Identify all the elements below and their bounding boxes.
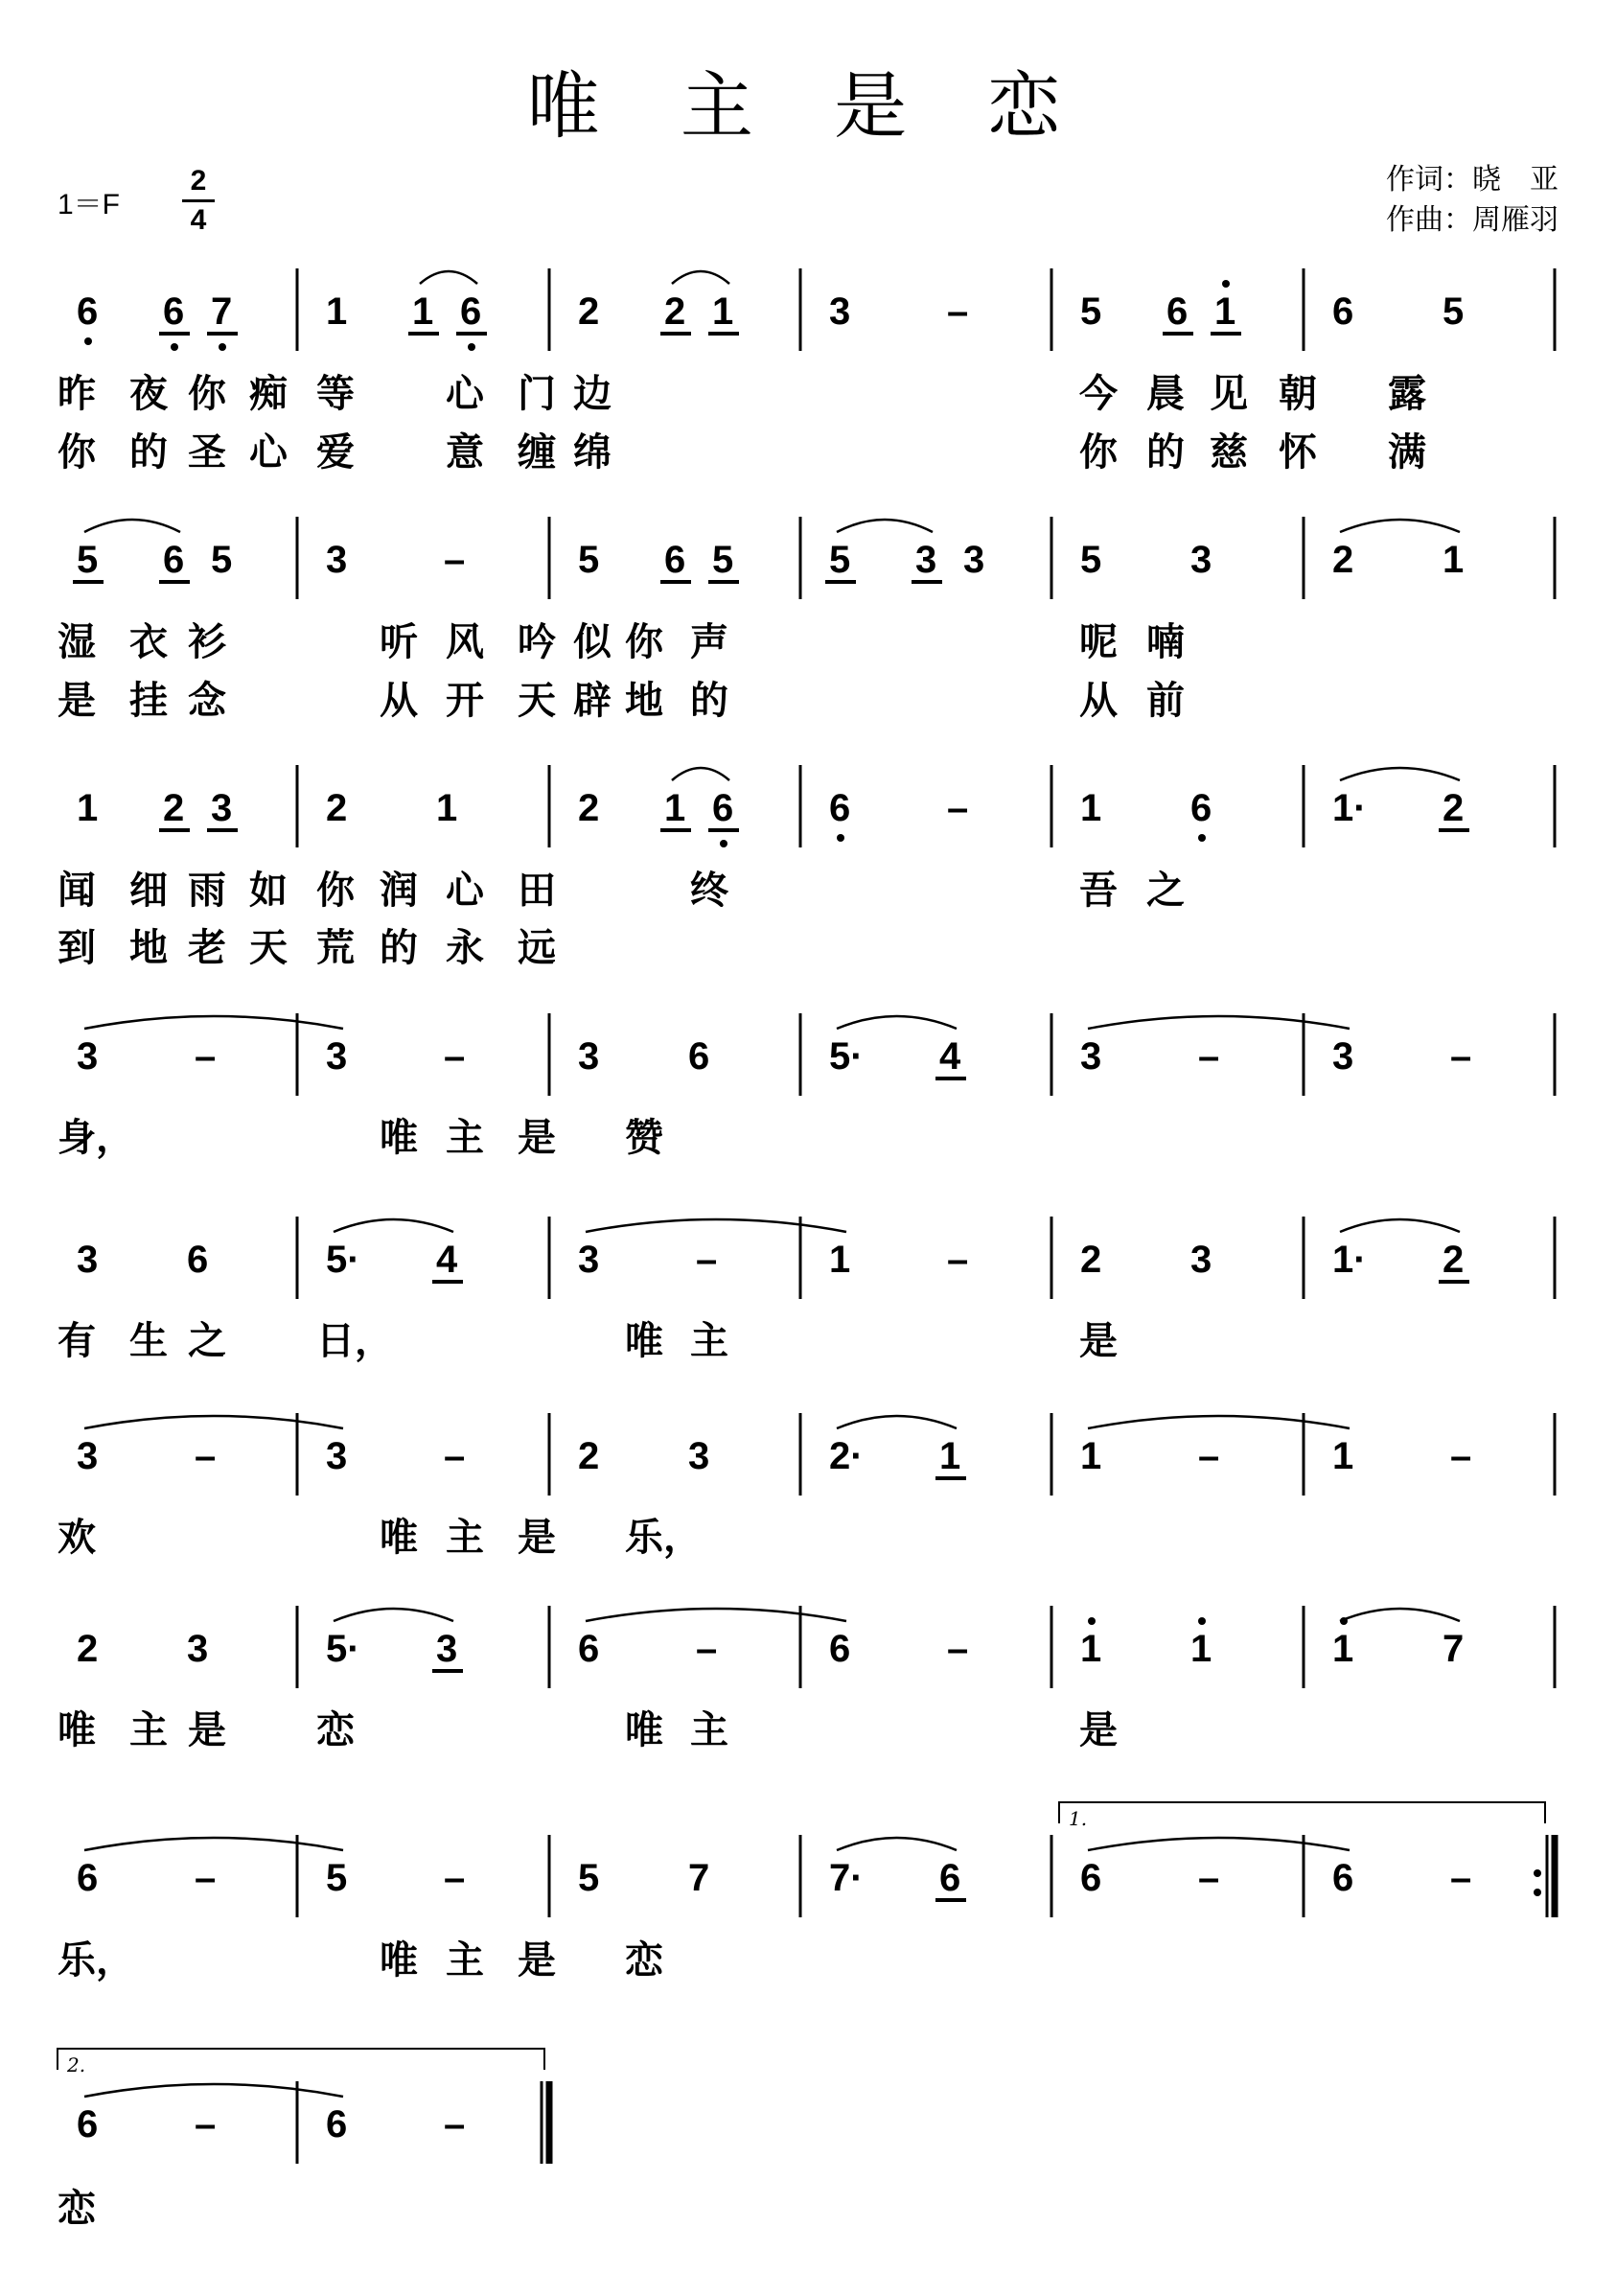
note: 6 bbox=[1332, 1857, 1354, 1899]
note: 2 bbox=[664, 290, 686, 333]
lyric-char: 今 bbox=[1079, 371, 1118, 416]
low-octave-dot bbox=[84, 337, 92, 345]
lyric-char: 满 bbox=[1388, 429, 1426, 475]
lyric-char: 爱 bbox=[316, 429, 355, 475]
lyric-char: 衣 bbox=[129, 619, 168, 664]
lyric-char: 地 bbox=[625, 678, 663, 723]
lyric-char: 等 bbox=[316, 371, 355, 416]
note: 6 bbox=[163, 539, 185, 581]
note: 6 bbox=[1190, 787, 1212, 829]
note: 3 bbox=[326, 1435, 348, 1477]
note: 5 bbox=[712, 539, 734, 581]
note: 1 bbox=[1080, 1435, 1102, 1477]
lyric-char: 痴 bbox=[249, 371, 288, 416]
lyric-char: 恋 bbox=[316, 1707, 355, 1752]
lyric-char: 是 bbox=[188, 1707, 226, 1752]
note: 6 bbox=[326, 2103, 348, 2145]
lyric-char: 润 bbox=[380, 868, 418, 913]
lyric-char: 乐， bbox=[58, 1937, 134, 1983]
note: 2 bbox=[77, 1628, 99, 1670]
lyric-char: 前 bbox=[1146, 678, 1185, 723]
note: 1 bbox=[712, 290, 734, 333]
lyric-char: 恋 bbox=[58, 2186, 96, 2231]
low-octave-dot bbox=[219, 343, 226, 351]
low-octave-dot bbox=[837, 834, 844, 842]
note: 3 bbox=[1190, 539, 1212, 581]
note: 1 bbox=[412, 290, 434, 333]
note: 5 bbox=[578, 539, 600, 581]
note: 6 bbox=[77, 290, 99, 333]
lyric-char: 边 bbox=[573, 371, 612, 416]
lyric-char: 唯 bbox=[380, 1515, 418, 1560]
lyric-char: 日， bbox=[316, 1318, 393, 1363]
note: 6 bbox=[1166, 290, 1189, 333]
lyric-char: 唯 bbox=[625, 1707, 663, 1752]
note: 3 bbox=[578, 1239, 600, 1281]
slur bbox=[1340, 520, 1460, 532]
note: 2 bbox=[1332, 539, 1354, 581]
note: 3 bbox=[436, 1628, 458, 1670]
lyric-char: 夜 bbox=[129, 371, 168, 416]
lyric-char: 赞 bbox=[625, 1115, 663, 1160]
lyric-char: 似 bbox=[573, 619, 612, 664]
lyric-char: 如 bbox=[249, 868, 288, 913]
note: 2· bbox=[829, 1435, 864, 1477]
lyric-char: 门 bbox=[518, 371, 556, 416]
lyric-char: 绵 bbox=[573, 429, 612, 475]
slur bbox=[586, 1219, 846, 1232]
slur bbox=[84, 520, 180, 532]
lyric-char: 露 bbox=[1388, 371, 1426, 416]
note: 3 bbox=[963, 539, 985, 581]
lyric-char: 主 bbox=[446, 1115, 484, 1160]
note: 3 bbox=[1190, 1239, 1212, 1281]
note: 1 bbox=[1080, 787, 1102, 829]
note: 5 bbox=[1443, 290, 1465, 333]
note: 6 bbox=[829, 787, 851, 829]
note: 2 bbox=[1443, 1239, 1465, 1281]
lyric-char: 生 bbox=[129, 1318, 168, 1363]
lyric-char: 意 bbox=[446, 429, 484, 475]
note: 7 bbox=[1443, 1628, 1465, 1670]
note: 1· bbox=[1332, 1239, 1367, 1281]
note: 3 bbox=[578, 1035, 600, 1078]
note: 1 bbox=[1332, 1628, 1354, 1670]
lyric-char: 永 bbox=[446, 925, 484, 970]
note: 6 bbox=[163, 290, 185, 333]
lyric-char: 唯 bbox=[380, 1937, 418, 1983]
low-octave-dot bbox=[720, 840, 727, 847]
dash-extension: – bbox=[696, 1628, 718, 1670]
lyric-char: 主 bbox=[690, 1707, 728, 1752]
slur bbox=[1088, 1838, 1350, 1850]
note: 6 bbox=[939, 1857, 961, 1899]
lyric-char: 辟 bbox=[573, 678, 612, 723]
lyric-char: 主 bbox=[446, 1515, 484, 1560]
lyric-char: 念 bbox=[188, 678, 226, 723]
lyric-char: 慈 bbox=[1210, 429, 1248, 475]
composer-credit: 作曲：周雁羽 bbox=[1386, 203, 1558, 237]
lyric-char: 你 bbox=[625, 619, 663, 664]
note: 5 bbox=[77, 539, 99, 581]
lyricist-credit: 作词：晓 亚 bbox=[1386, 163, 1558, 197]
lyric-char: 恋 bbox=[625, 1937, 663, 1983]
lyric-char: 晨 bbox=[1146, 371, 1185, 416]
note: 7· bbox=[829, 1857, 864, 1899]
note: 5 bbox=[578, 1857, 600, 1899]
lyric-char: 开 bbox=[446, 678, 484, 723]
volta-label-1: 1. bbox=[1069, 1807, 1088, 1830]
lyric-char: 之 bbox=[188, 1318, 226, 1363]
note: 3 bbox=[688, 1435, 710, 1477]
lyric-char: 湿 bbox=[58, 619, 96, 664]
lyric-char: 雨 bbox=[188, 868, 226, 913]
note: 6 bbox=[187, 1239, 209, 1281]
note: 2 bbox=[163, 787, 185, 829]
note: 1 bbox=[326, 290, 348, 333]
slur bbox=[84, 1838, 343, 1850]
lyric-char: 的 bbox=[380, 925, 418, 970]
lyric-char: 主 bbox=[690, 1318, 728, 1363]
lyric-char: 之 bbox=[1146, 868, 1185, 913]
slur bbox=[586, 1609, 846, 1621]
note: 6 bbox=[829, 1628, 851, 1670]
note: 6 bbox=[77, 2103, 99, 2145]
lyric-char: 乐， bbox=[625, 1515, 702, 1560]
high-octave-dot bbox=[1222, 280, 1230, 288]
dash-extension: – bbox=[1450, 1857, 1472, 1899]
note: 5 bbox=[1080, 290, 1102, 333]
dash-extension: – bbox=[444, 539, 466, 581]
lyric-char: 的 bbox=[1146, 429, 1185, 475]
dash-extension: – bbox=[444, 2103, 466, 2145]
slur bbox=[1340, 768, 1460, 780]
note: 2 bbox=[578, 290, 600, 333]
note: 2 bbox=[1443, 787, 1465, 829]
slur bbox=[334, 1609, 453, 1621]
slur bbox=[1088, 1016, 1350, 1029]
volta-bracket-1 bbox=[1059, 1802, 1545, 1823]
lyric-char: 唯 bbox=[625, 1318, 663, 1363]
dash-extension: – bbox=[1198, 1857, 1220, 1899]
dash-extension: – bbox=[947, 787, 969, 829]
lyric-char: 心 bbox=[446, 371, 484, 416]
note: 6 bbox=[1332, 290, 1354, 333]
note: 2 bbox=[578, 1435, 600, 1477]
note: 1· bbox=[1332, 787, 1367, 829]
lyric-char: 吾 bbox=[1079, 868, 1118, 913]
note: 1 bbox=[1190, 1628, 1212, 1670]
note: 3 bbox=[77, 1035, 99, 1078]
note: 1 bbox=[436, 787, 458, 829]
lyric-char: 细 bbox=[129, 868, 168, 913]
lyric-char: 怀 bbox=[1279, 429, 1317, 475]
note: 3 bbox=[829, 290, 851, 333]
note: 6 bbox=[712, 787, 734, 829]
note: 5 bbox=[211, 539, 233, 581]
repeat-dot bbox=[1534, 1889, 1541, 1896]
slur bbox=[420, 271, 477, 284]
lyric-char: 是 bbox=[518, 1515, 556, 1560]
low-octave-dot bbox=[1198, 834, 1206, 842]
lyric-char: 昨 bbox=[58, 371, 96, 416]
dash-extension: – bbox=[1198, 1435, 1220, 1477]
lyric-char: 声 bbox=[690, 619, 728, 664]
note: 3 bbox=[1332, 1035, 1354, 1078]
lyric-char: 从 bbox=[1079, 678, 1118, 723]
lyric-char: 闻 bbox=[58, 868, 96, 913]
slur bbox=[1340, 1609, 1460, 1621]
lyric-char: 衫 bbox=[188, 619, 226, 664]
note: 1 bbox=[1332, 1435, 1354, 1477]
lyric-char: 是 bbox=[1079, 1318, 1118, 1363]
lyric-char: 挂 bbox=[129, 678, 168, 723]
lyric-char: 老 bbox=[188, 925, 226, 970]
slur bbox=[1340, 1219, 1460, 1232]
lyric-char: 喃 bbox=[1146, 619, 1185, 664]
volta-bracket-2 bbox=[58, 2049, 544, 2070]
slur bbox=[1088, 1416, 1350, 1428]
lyric-char: 荒 bbox=[316, 925, 355, 970]
note: 5 bbox=[326, 1857, 348, 1899]
note: 5· bbox=[326, 1239, 360, 1281]
slur bbox=[84, 2084, 343, 2097]
note: 1 bbox=[939, 1435, 961, 1477]
lyric-char: 终 bbox=[690, 868, 728, 913]
lyric-char: 风 bbox=[446, 619, 484, 664]
dash-extension: – bbox=[1450, 1435, 1472, 1477]
note: 6 bbox=[1080, 1857, 1102, 1899]
lyric-char: 远 bbox=[518, 925, 556, 970]
lyric-char: 呢 bbox=[1079, 619, 1118, 664]
lyric-char: 圣 bbox=[188, 429, 226, 475]
dash-extension: – bbox=[195, 1857, 217, 1899]
dash-extension: – bbox=[947, 1239, 969, 1281]
note: 1 bbox=[1214, 290, 1236, 333]
slur bbox=[84, 1016, 343, 1029]
lyric-char: 天 bbox=[249, 925, 288, 970]
slur bbox=[672, 768, 729, 780]
note: 7 bbox=[688, 1857, 710, 1899]
song-title: 唯 主 是 恋 bbox=[526, 63, 1090, 149]
lyric-char: 田 bbox=[518, 868, 556, 913]
lyric-char: 是 bbox=[58, 678, 96, 723]
lyric-char: 有 bbox=[58, 1318, 96, 1363]
note: 1 bbox=[77, 787, 99, 829]
lyric-char: 心 bbox=[446, 868, 484, 913]
dash-extension: – bbox=[696, 1239, 718, 1281]
lyric-char: 你 bbox=[188, 371, 226, 416]
note: 5· bbox=[326, 1628, 360, 1670]
dash-extension: – bbox=[195, 1035, 217, 1078]
note: 1 bbox=[664, 787, 686, 829]
note: 4 bbox=[436, 1239, 458, 1281]
dash-extension: – bbox=[444, 1857, 466, 1899]
slur bbox=[334, 1219, 453, 1232]
lyric-char: 身， bbox=[58, 1115, 134, 1160]
note: 3 bbox=[77, 1435, 99, 1477]
lyric-char: 你 bbox=[1079, 429, 1118, 475]
time-signature-top: 2 bbox=[190, 165, 207, 197]
high-octave-dot bbox=[1088, 1617, 1096, 1625]
note: 2 bbox=[326, 787, 348, 829]
lyric-char: 主 bbox=[446, 1937, 484, 1983]
lyric-char: 主 bbox=[129, 1707, 168, 1752]
low-octave-dot bbox=[171, 343, 178, 351]
note: 3 bbox=[326, 539, 348, 581]
note: 3 bbox=[326, 1035, 348, 1078]
note: 2 bbox=[1080, 1239, 1102, 1281]
lyric-char: 天 bbox=[518, 678, 556, 723]
note: 5· bbox=[829, 1035, 864, 1078]
note: 6 bbox=[578, 1628, 600, 1670]
slur bbox=[672, 271, 729, 284]
note: 3 bbox=[77, 1239, 99, 1281]
lyric-char: 到 bbox=[58, 925, 96, 970]
lyric-char: 是 bbox=[1079, 1707, 1118, 1752]
slur bbox=[837, 1016, 957, 1029]
lyric-char: 的 bbox=[129, 429, 168, 475]
note: 1 bbox=[829, 1239, 851, 1281]
lyric-char: 吟 bbox=[518, 619, 556, 664]
lyric-char: 唯 bbox=[380, 1115, 418, 1160]
dash-extension: – bbox=[195, 2103, 217, 2145]
volta-label-2: 2. bbox=[67, 2053, 86, 2076]
note: 6 bbox=[688, 1035, 710, 1078]
slur bbox=[84, 1416, 343, 1428]
lyric-char: 唯 bbox=[58, 1707, 96, 1752]
slur bbox=[837, 1838, 957, 1850]
note: 6 bbox=[77, 1857, 99, 1899]
lyric-char: 你 bbox=[58, 429, 96, 475]
lyric-char: 地 bbox=[129, 925, 168, 970]
dash-extension: – bbox=[1198, 1035, 1220, 1078]
high-octave-dot bbox=[1198, 1617, 1206, 1625]
note: 5 bbox=[1080, 539, 1102, 581]
note: 3 bbox=[211, 787, 233, 829]
lyric-char: 你 bbox=[316, 868, 355, 913]
note: 6 bbox=[664, 539, 686, 581]
note: 5 bbox=[829, 539, 851, 581]
dash-extension: – bbox=[195, 1435, 217, 1477]
lyric-char: 从 bbox=[380, 678, 418, 723]
note: 4 bbox=[939, 1035, 961, 1078]
note: 7 bbox=[211, 290, 233, 333]
dash-extension: – bbox=[947, 1628, 969, 1670]
dash-extension: – bbox=[444, 1435, 466, 1477]
low-octave-dot bbox=[468, 343, 475, 351]
note: 1 bbox=[1080, 1628, 1102, 1670]
lyric-char: 是 bbox=[518, 1115, 556, 1160]
lyric-char: 的 bbox=[690, 678, 728, 723]
lyric-char: 欢 bbox=[58, 1515, 96, 1560]
lyric-char: 心 bbox=[249, 429, 288, 475]
slur bbox=[837, 520, 933, 532]
lyric-char: 是 bbox=[518, 1937, 556, 1983]
lyric-char: 听 bbox=[380, 619, 418, 664]
time-signature-bottom: 4 bbox=[190, 204, 207, 236]
note: 6 bbox=[460, 290, 482, 333]
slur bbox=[837, 1416, 957, 1428]
note: 3 bbox=[915, 539, 937, 581]
note: 2 bbox=[578, 787, 600, 829]
repeat-dot bbox=[1534, 1869, 1541, 1877]
lyric-char: 朝 bbox=[1279, 371, 1317, 416]
dash-extension: – bbox=[444, 1035, 466, 1078]
dash-extension: – bbox=[947, 290, 969, 333]
lyric-char: 见 bbox=[1210, 371, 1248, 416]
note: 1 bbox=[1443, 539, 1465, 581]
note: 3 bbox=[187, 1628, 209, 1670]
key-signature: 1＝F bbox=[58, 189, 121, 220]
note: 3 bbox=[1080, 1035, 1102, 1078]
dash-extension: – bbox=[1450, 1035, 1472, 1078]
lyric-char: 缠 bbox=[518, 429, 556, 475]
